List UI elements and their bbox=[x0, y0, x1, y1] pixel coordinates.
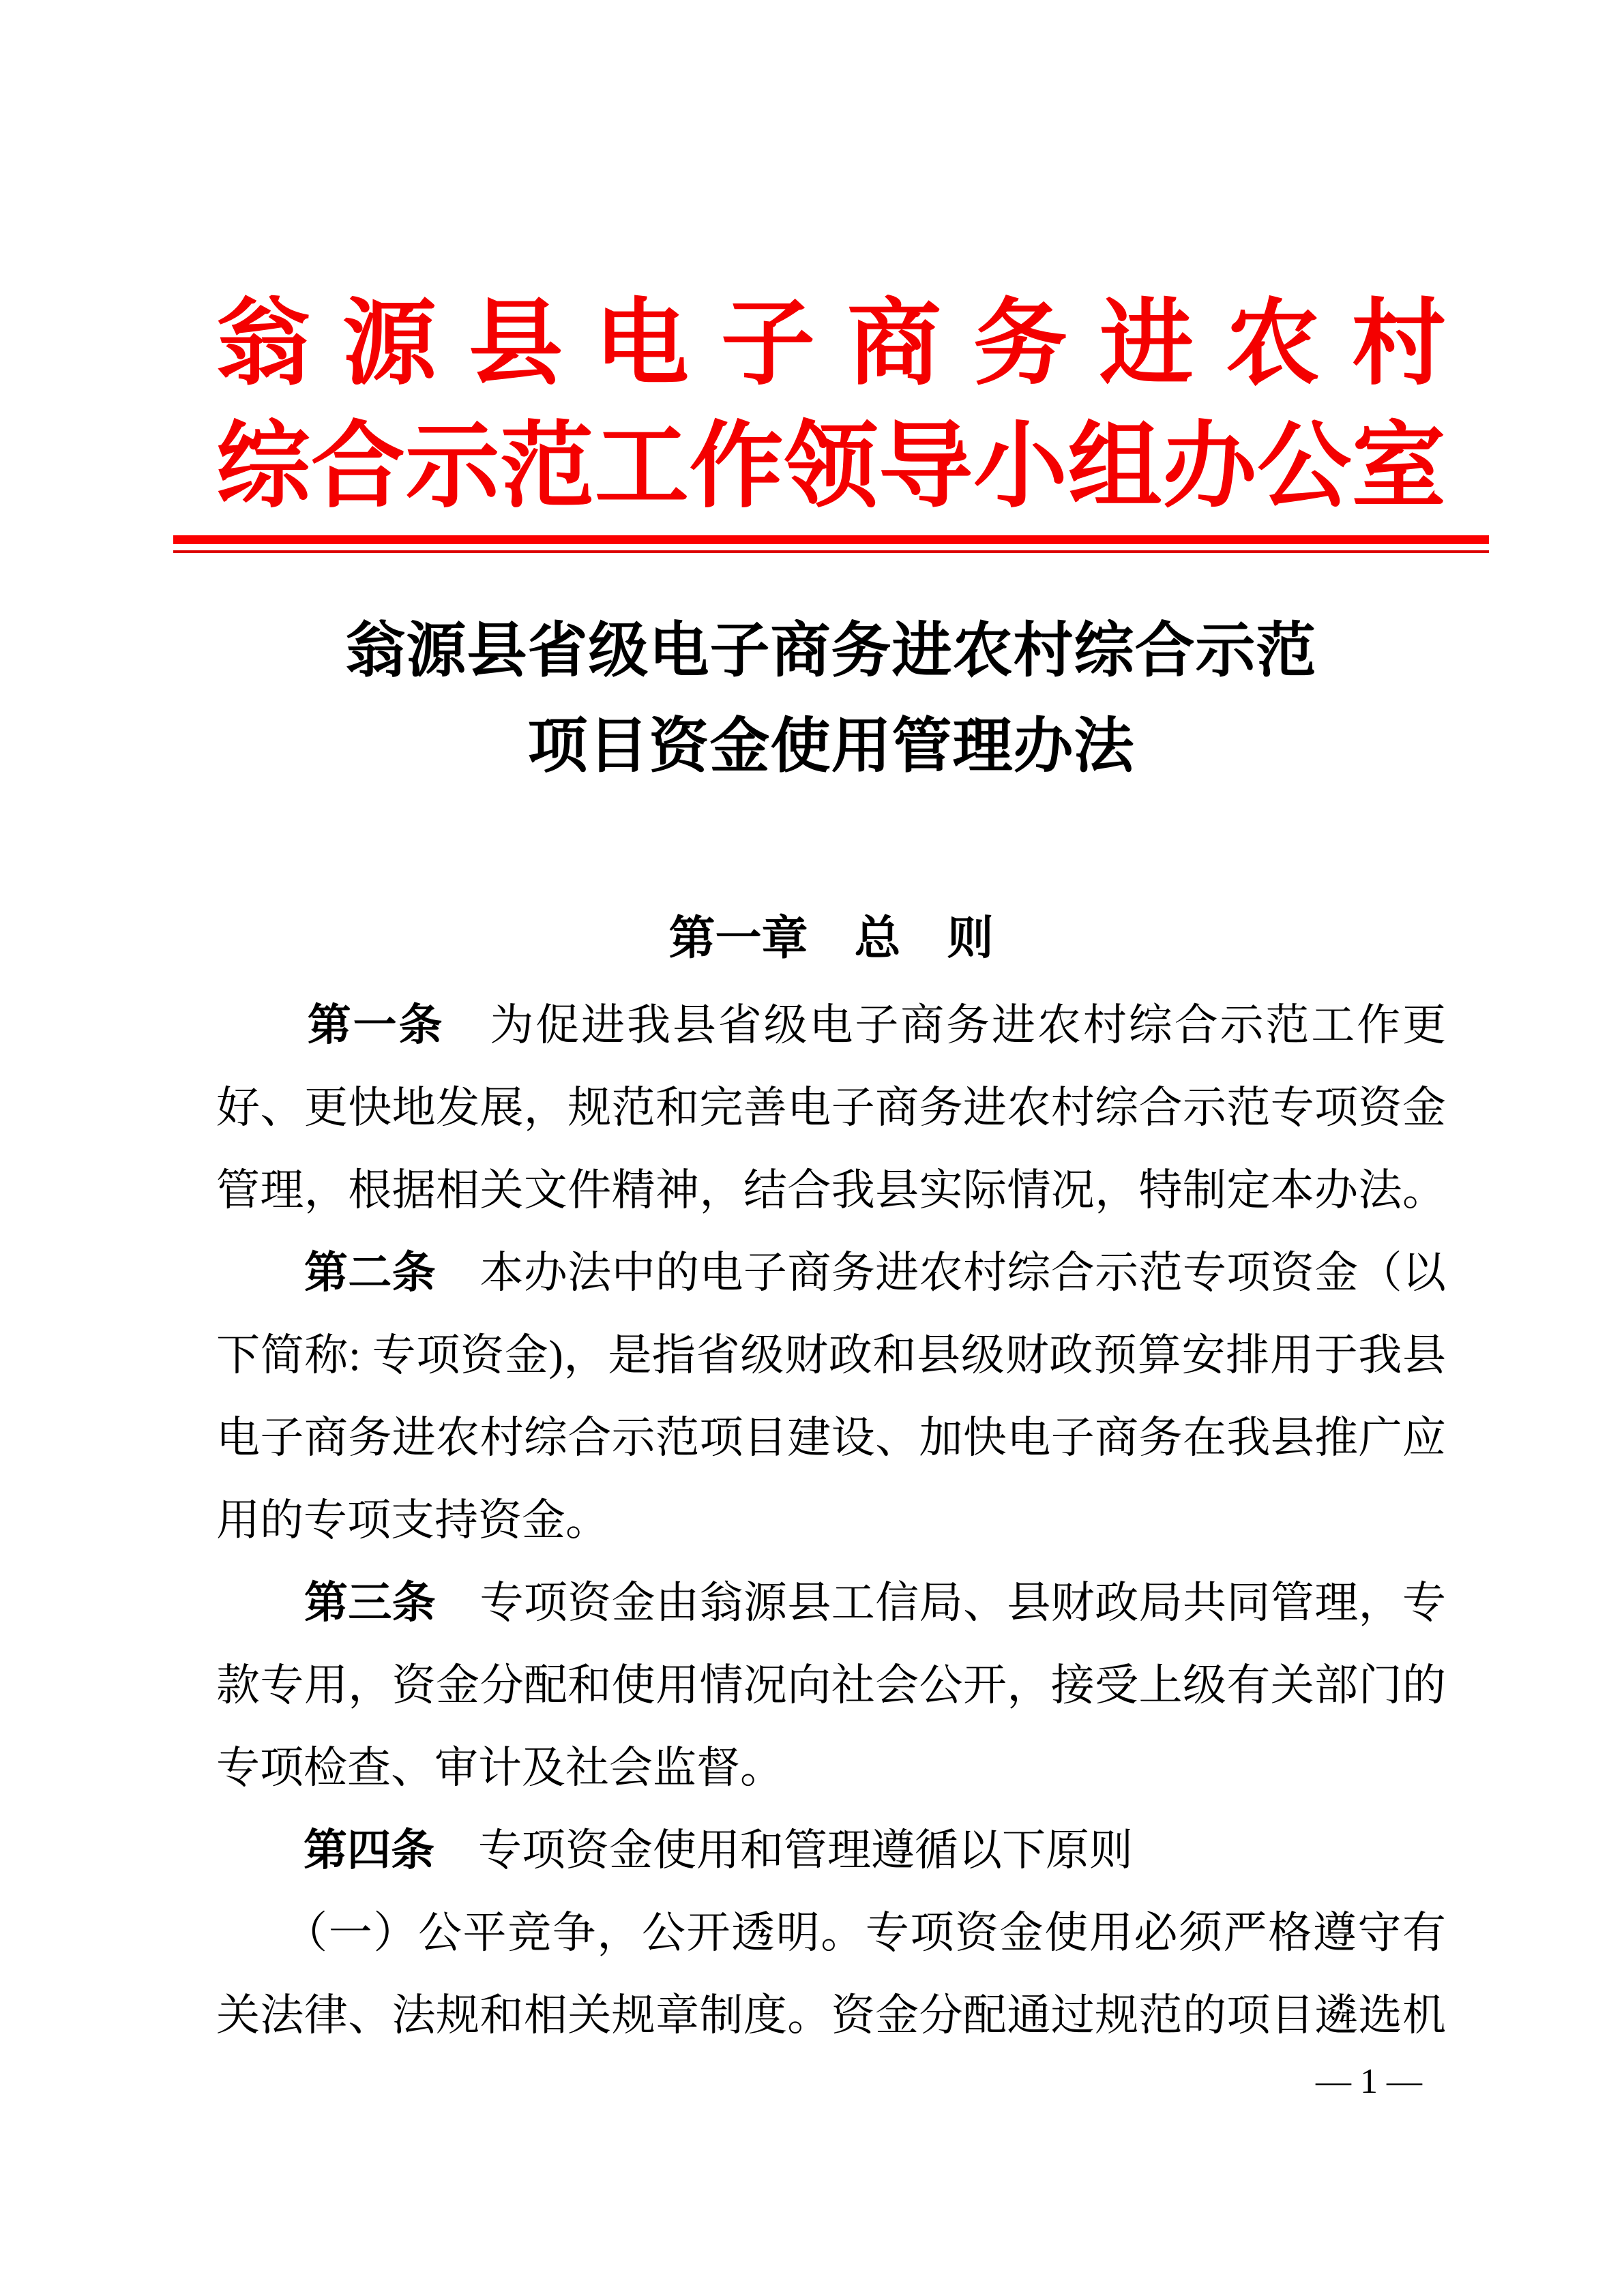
article-number: 第二条 bbox=[304, 1249, 437, 1297]
body-text-segment bbox=[216, 1826, 304, 1875]
letterhead-line-1 bbox=[216, 283, 1446, 406]
letterhead-line-2 bbox=[216, 406, 1446, 528]
body-line bbox=[216, 1727, 1446, 1809]
letterhead-char: 商 bbox=[846, 292, 941, 396]
body-line bbox=[216, 1149, 1446, 1232]
body-text bbox=[216, 984, 1446, 2057]
body-text-segment: 好、更快地发展，规范和完善电子商务进农村综合示范专项资金 bbox=[216, 1084, 1446, 1132]
letterhead-char: 示 bbox=[405, 415, 500, 519]
body-text-segment: 下简称: 专项资金)，是指省级财政和县级财政预算安排用于我县 bbox=[216, 1331, 1446, 1380]
chapter-heading: 第一章 总 则 bbox=[668, 912, 994, 964]
article-number: 第一条 bbox=[307, 1001, 445, 1049]
body-text-segment: 专项资金由翁源县工信局、县财政局共同管理，专 bbox=[436, 1579, 1446, 1627]
body-line bbox=[216, 1232, 1446, 1314]
body-text-segment: 专项资金使用和管理遵循以下原则 bbox=[434, 1826, 1133, 1875]
letterhead-char: 村 bbox=[1351, 292, 1446, 396]
letterhead-char: 翁 bbox=[216, 292, 311, 396]
body-line bbox=[216, 1644, 1446, 1727]
letterhead-char: 务 bbox=[973, 292, 1067, 396]
body-text-segment: 关法律、法规和相关规章制度。资金分配通过规范的项目遴选机 bbox=[216, 1991, 1446, 2040]
letterhead-char: 办 bbox=[1162, 415, 1257, 519]
letterhead bbox=[216, 283, 1446, 528]
body-line bbox=[216, 1479, 1446, 1562]
body-text-segment bbox=[216, 1249, 304, 1297]
body-text-segment bbox=[216, 1579, 304, 1627]
body-text-segment: 管理，根据相关文件精神，结合我县实际情况，特制定本办法。 bbox=[216, 1166, 1446, 1214]
letterhead-char: 小 bbox=[973, 415, 1067, 519]
letterhead-char: 范 bbox=[500, 415, 595, 519]
letterhead-char: 子 bbox=[720, 292, 815, 396]
body-line bbox=[216, 1809, 1446, 1892]
body-text-segment: 电子商务进农村综合示范项目建设、加快电子商务在我县推广应 bbox=[216, 1414, 1446, 1462]
letterhead-char: 合 bbox=[310, 415, 405, 519]
body-line bbox=[216, 1974, 1446, 2057]
document-title-line-1: 翁源县省级电子商务进农村综合示范 bbox=[345, 618, 1317, 685]
body-text-segment: （一）公平竞争，公开透明。专项资金使用必须严格遵守有 bbox=[216, 1909, 1446, 1957]
letterhead-char: 导 bbox=[879, 415, 973, 519]
letterhead-char: 农 bbox=[1225, 292, 1320, 396]
letterhead-char: 进 bbox=[1099, 292, 1194, 396]
body-line bbox=[216, 1397, 1446, 1479]
document-title-line-2: 项目资金使用管理办法 bbox=[527, 714, 1135, 780]
article-number: 第三条 bbox=[304, 1579, 437, 1627]
letterhead-char: 作 bbox=[689, 415, 784, 519]
letterhead-char: 综 bbox=[216, 415, 311, 519]
body-text-segment bbox=[216, 1001, 308, 1049]
letterhead-char: 公 bbox=[1257, 415, 1352, 519]
article-number: 第四条 bbox=[304, 1826, 434, 1875]
body-line bbox=[216, 984, 1446, 1067]
body-text-segment: 专项检查、审计及社会监督。 bbox=[216, 1744, 784, 1792]
letterhead-char: 县 bbox=[468, 292, 563, 396]
body-text-segment: 用的专项支持资金。 bbox=[216, 1496, 609, 1545]
red-separator bbox=[173, 535, 1489, 553]
letterhead-char: 工 bbox=[594, 415, 689, 519]
document-content bbox=[216, 283, 1446, 2106]
separator-thin-line bbox=[173, 550, 1489, 553]
separator-thick-line bbox=[173, 535, 1489, 544]
document-title bbox=[216, 604, 1446, 795]
body-text-segment: 款专用，资金分配和使用情况向社会公开，接受上级有关部门的 bbox=[216, 1661, 1446, 1710]
letterhead-char: 室 bbox=[1351, 415, 1446, 519]
letterhead-char: 领 bbox=[784, 415, 879, 519]
body-line bbox=[216, 1892, 1446, 1974]
letterhead-char: 源 bbox=[342, 292, 437, 396]
body-text-segment: 本办法中的电子商务进农村综合示范专项资金（以 bbox=[436, 1249, 1446, 1297]
body-line bbox=[216, 1562, 1446, 1644]
body-text-segment: 为促进我县省级电子商务进农村综合示范工作更 bbox=[444, 1001, 1446, 1049]
letterhead-char: 组 bbox=[1067, 415, 1162, 519]
body-line bbox=[216, 1314, 1446, 1397]
page-number: — 1 — bbox=[1316, 2062, 1422, 2101]
letterhead-char: 电 bbox=[594, 292, 689, 396]
body-line bbox=[216, 1067, 1446, 1149]
